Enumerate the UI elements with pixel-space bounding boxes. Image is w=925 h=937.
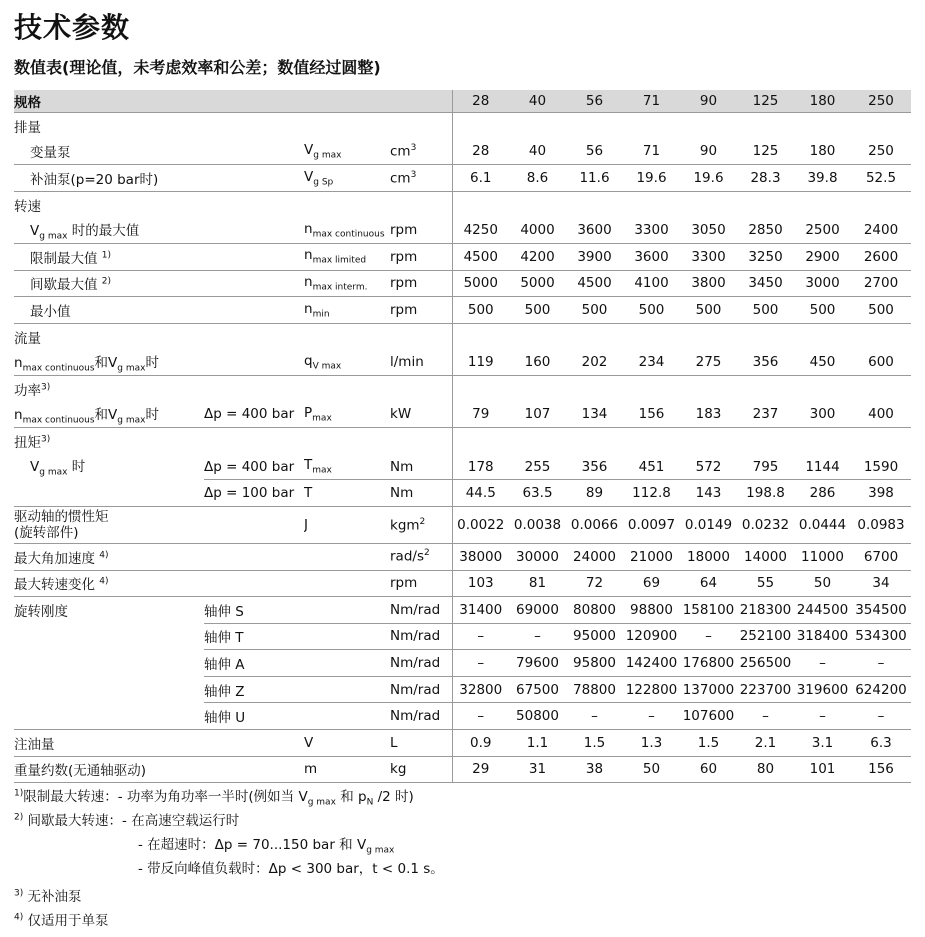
section-blank [452,428,911,454]
row-unit: rpm [390,217,452,243]
footnote: $^{2)}$ 间歇最大转速：- 在高速空载运行时 [14,812,240,829]
row-label: 最大转速变化 $^{4)}$ [14,570,204,597]
footnote: - 带反向峰值负载时：Δp < 300 bar，t < 0.1 s。 [138,861,444,877]
value-cell: 500 [794,297,851,324]
value-cell: 300 [794,402,851,428]
row-unit: kW [390,402,452,428]
value-cell: 38000 [452,543,509,570]
value-cell: 60 [680,756,737,783]
value-cell: 11000 [794,543,851,570]
row-symbol [304,597,390,624]
row-condition: 轴伸 Z [204,676,304,703]
value-cell: 318400 [794,623,851,650]
value-cell: 31400 [452,597,509,624]
value-cell: 275 [680,349,737,375]
value-cell: – [737,703,794,730]
table-row [14,570,911,597]
row-symbol [304,650,390,677]
footnote: $^{1)}$限制最大转速：- 功率为角功率一半时(例如当 $V_{g max}$ 和 $p_N$ /2 时) [14,788,414,808]
value-cell: – [566,703,623,730]
value-cell: 120900 [623,623,680,650]
value-cell: 356 [566,454,623,480]
value-cell: 32800 [452,676,509,703]
value-cell: 1590 [851,454,911,480]
value-cell: 56 [566,139,623,165]
value-cell: 500 [623,297,680,324]
value-cell: 0.0038 [509,506,566,543]
table-header-row [14,90,911,113]
row-label [14,623,204,650]
value-cell: 143 [680,480,737,507]
row-label: 重量约数(无通轴驱动) [14,756,204,783]
table-row [14,402,911,428]
value-cell: 178 [452,454,509,480]
value-cell: 4500 [566,270,623,297]
value-cell: 223700 [737,676,794,703]
value-cell: 2600 [851,243,911,270]
row-condition [204,217,304,243]
value-cell: 3600 [566,217,623,243]
row-symbol [304,676,390,703]
value-cell: 69 [623,570,680,597]
value-cell: 3450 [737,270,794,297]
row-label: 最小值 [14,297,204,324]
header-size-cell: 28 [452,90,509,113]
row-label [14,703,204,730]
row-unit: Nm/rad [390,650,452,677]
value-cell: 107600 [680,703,737,730]
row-condition [204,139,304,165]
value-cell: 5000 [509,270,566,297]
table-row [14,480,911,507]
table-row [14,454,911,480]
row-label: 旋转刚度 [14,604,68,621]
value-cell: 55 [737,570,794,597]
row-unit: $cm^3$ [390,165,452,192]
value-cell: – [623,703,680,730]
value-cell: 39.8 [794,165,851,192]
section-blank [452,375,911,401]
value-cell: 255 [509,454,566,480]
section-row [14,323,911,349]
value-cell: – [851,703,911,730]
value-cell: 3300 [680,243,737,270]
value-cell: 500 [566,297,623,324]
value-cell: 89 [566,480,623,507]
row-label: 补油泵(p=20 bar时) [14,165,204,192]
row-condition [204,270,304,297]
value-cell: 3900 [566,243,623,270]
table-row [14,349,911,375]
value-cell: 319600 [794,676,851,703]
row-unit: kgm$^2$ [390,506,452,543]
row-label: 间歇最大值 $^{2)}$ [14,270,204,297]
value-cell: – [851,650,911,677]
value-cell: 160 [509,349,566,375]
value-cell: 122800 [623,676,680,703]
value-cell: 72 [566,570,623,597]
row-label: $V_{g max}$ 时的最大值 [14,217,204,243]
section-label: 转速 [14,191,452,217]
value-cell: 6700 [851,543,911,570]
section-label: 功率$^{3)}$ [14,375,452,401]
row-symbol [304,703,390,730]
value-cell: 52.5 [851,165,911,192]
value-cell: 29 [452,756,509,783]
value-cell: 202 [566,349,623,375]
row-symbol: $q_{V max}$ [304,349,390,375]
row-symbol: T [304,480,390,507]
value-cell: 103 [452,570,509,597]
row-unit: kg [390,756,452,783]
row-label [14,480,204,507]
value-cell: 14000 [737,543,794,570]
table-row [14,730,911,757]
section-blank [452,191,911,217]
value-cell: 356 [737,349,794,375]
value-cell: 3600 [623,243,680,270]
value-cell: 69000 [509,597,566,624]
row-condition: 轴伸 A [204,650,304,677]
table-row [14,676,911,703]
value-cell: 1.3 [623,730,680,757]
value-cell: 286 [794,480,851,507]
header-size-cell: 125 [737,90,794,113]
value-cell: 0.0149 [680,506,737,543]
value-cell: 572 [680,454,737,480]
row-symbol: $V_{g Sp}$ [304,165,390,192]
row-symbol: $n_{min}$ [304,297,390,324]
value-cell: 81 [509,570,566,597]
value-cell: 1.5 [566,730,623,757]
value-cell: 119 [452,349,509,375]
row-label: 最大角加速度 $^{4)}$ [14,543,204,570]
row-unit: rpm [390,570,452,597]
value-cell: 6.1 [452,165,509,192]
value-cell: 24000 [566,543,623,570]
value-cell: 19.6 [680,165,737,192]
value-cell: 244500 [794,597,851,624]
value-cell: 400 [851,402,911,428]
header-size-cell: 180 [794,90,851,113]
row-condition [204,165,304,192]
value-cell: 3250 [737,243,794,270]
value-cell: 90 [680,139,737,165]
row-unit: Nm [390,454,452,480]
value-cell: 80800 [566,597,623,624]
row-symbol: J [304,506,390,543]
value-cell: 19.6 [623,165,680,192]
footnote: $^{4)}$ 仅适用于单泵 [14,912,109,929]
table-row [14,756,911,783]
row-unit: L [390,730,452,757]
value-cell: 218300 [737,597,794,624]
value-cell: 98800 [623,597,680,624]
value-cell: 3050 [680,217,737,243]
table-row [14,165,911,192]
value-cell: 250 [851,139,911,165]
row-condition [204,243,304,270]
value-cell: 101 [794,756,851,783]
value-cell: – [509,623,566,650]
value-cell: 78800 [566,676,623,703]
value-cell: 451 [623,454,680,480]
value-cell: 500 [680,297,737,324]
value-cell: 500 [851,297,911,324]
row-condition: 轴伸 U [204,703,304,730]
value-cell: 1.5 [680,730,737,757]
value-cell: 4500 [452,243,509,270]
table-row [14,543,911,570]
value-cell: 0.0232 [737,506,794,543]
value-cell: 30000 [509,543,566,570]
row-condition [204,570,304,597]
value-cell: 50 [794,570,851,597]
value-cell: 80 [737,756,794,783]
value-cell: 183 [680,402,737,428]
row-symbol: $P_{max}$ [304,402,390,428]
header-size-cell: 71 [623,90,680,113]
table-row [14,270,911,297]
header-size-cell: 40 [509,90,566,113]
header-size-cell: 56 [566,90,623,113]
row-unit: Nm/rad [390,597,452,624]
value-cell: 95000 [566,623,623,650]
value-cell: – [452,650,509,677]
value-cell: 4100 [623,270,680,297]
row-symbol [304,570,390,597]
table-row [14,597,911,624]
value-cell: 0.0097 [623,506,680,543]
header-size-cell: 90 [680,90,737,113]
section-label: 排量 [14,113,452,139]
value-cell: – [452,623,509,650]
value-cell: 95800 [566,650,623,677]
value-cell: 2400 [851,217,911,243]
value-cell: 795 [737,454,794,480]
row-condition [204,730,304,757]
value-cell: 534300 [851,623,911,650]
row-unit: Nm/rad [390,703,452,730]
table-row [14,650,911,677]
footnote: $^{3)}$ 无补油泵 [14,888,82,905]
value-cell: 256500 [737,650,794,677]
value-cell: 0.0444 [794,506,851,543]
technical-data-table [14,90,911,783]
value-cell: 6.3 [851,730,911,757]
row-label: 变量泵 [14,139,204,165]
value-cell: 1144 [794,454,851,480]
value-cell: 398 [851,480,911,507]
value-cell: 3000 [794,270,851,297]
value-cell: 237 [737,402,794,428]
value-cell: 112.8 [623,480,680,507]
row-label: 注油量 [14,730,204,757]
value-cell: 28.3 [737,165,794,192]
header-size-cell: 250 [851,90,911,113]
value-cell: 18000 [680,543,737,570]
value-cell: 8.6 [509,165,566,192]
row-symbol: $n_{max interm.}$ [304,270,390,297]
value-cell: 3300 [623,217,680,243]
value-cell: – [452,703,509,730]
value-cell: 2700 [851,270,911,297]
row-symbol [304,543,390,570]
value-cell: 21000 [623,543,680,570]
row-symbol [304,623,390,650]
row-symbol: $n_{max limited}$ [304,243,390,270]
value-cell: 34 [851,570,911,597]
row-symbol: m [304,756,390,783]
row-unit: $cm^3$ [390,139,452,165]
row-unit: rad/$s^2$ [390,543,452,570]
value-cell: 234 [623,349,680,375]
table-row [14,506,911,543]
table-row [14,217,911,243]
row-unit: rpm [390,270,452,297]
page-subtitle: 数值表(理论值，未考虑效率和公差；数值经过圆整) [14,58,381,77]
table-row [14,297,911,324]
section-row [14,113,911,139]
value-cell: 156 [851,756,911,783]
value-cell: 2500 [794,217,851,243]
value-cell: 107 [509,402,566,428]
value-cell: 11.6 [566,165,623,192]
value-cell: 67500 [509,676,566,703]
value-cell: 0.0022 [452,506,509,543]
row-condition [204,756,304,783]
table-row [14,623,911,650]
value-cell: 198.8 [737,480,794,507]
value-cell: 4000 [509,217,566,243]
table-row [14,243,911,270]
row-label [14,676,204,703]
row-label: $n_{max continuous}$和$V_{g max}$时 [14,349,204,375]
value-cell: 142400 [623,650,680,677]
page-title: 技术参数 [14,11,131,44]
row-condition [204,543,304,570]
value-cell: 2850 [737,217,794,243]
value-cell: 156 [623,402,680,428]
row-label: 限制最大值 $^{1)}$ [14,243,204,270]
section-label: 流量 [14,323,452,349]
row-condition: Δp = 400 bar [204,454,304,480]
value-cell: 137000 [680,676,737,703]
value-cell: 4250 [452,217,509,243]
value-cell: 354500 [851,597,911,624]
value-cell: 64 [680,570,737,597]
value-cell: 5000 [452,270,509,297]
row-condition [204,297,304,324]
row-symbol: V [304,730,390,757]
value-cell: 2900 [794,243,851,270]
value-cell: 0.9 [452,730,509,757]
value-cell: 4200 [509,243,566,270]
value-cell: 50800 [509,703,566,730]
value-cell: – [680,623,737,650]
value-cell: – [794,650,851,677]
section-row [14,428,911,454]
section-row [14,191,911,217]
row-condition [204,349,304,375]
row-label: $V_{g max}$ 时 [30,459,86,479]
value-cell: 180 [794,139,851,165]
value-cell: 38 [566,756,623,783]
value-cell: 176800 [680,650,737,677]
row-unit: rpm [390,243,452,270]
section-blank [452,113,911,139]
value-cell: 0.0983 [851,506,911,543]
value-cell: 40 [509,139,566,165]
value-cell: 79 [452,402,509,428]
value-cell: 600 [851,349,911,375]
row-condition: 轴伸 T [204,623,304,650]
row-condition [204,506,304,543]
footnote: - 在超速时：Δp = 70...150 bar 和 $V_{g max}$ [138,837,395,856]
value-cell: 3.1 [794,730,851,757]
row-symbol: $T_{max}$ [304,454,390,480]
value-cell: 3800 [680,270,737,297]
value-cell: 79600 [509,650,566,677]
value-cell: – [794,703,851,730]
row-unit: Nm/rad [390,676,452,703]
section-row [14,375,911,401]
row-symbol: $n_{max continuous}$ [304,217,390,243]
row-unit: rpm [390,297,452,324]
row-condition: 轴伸 S [204,597,304,624]
row-unit: Nm [390,480,452,507]
value-cell: 2.1 [737,730,794,757]
value-cell: 44.5 [452,480,509,507]
row-label: 驱动轴的惯性矩 (旋转部件) [14,506,204,543]
row-symbol: $V_{g max}$ [304,139,390,165]
value-cell: 134 [566,402,623,428]
value-cell: 450 [794,349,851,375]
table-row [14,703,911,730]
section-label: 扭矩$^{3)}$ [14,428,452,454]
row-unit: l/min [390,349,452,375]
value-cell: 50 [623,756,680,783]
value-cell: 500 [509,297,566,324]
value-cell: 28 [452,139,509,165]
value-cell: 500 [452,297,509,324]
value-cell: 500 [737,297,794,324]
value-cell: 125 [737,139,794,165]
section-blank [452,323,911,349]
value-cell: 0.0066 [566,506,623,543]
row-condition: Δp = 100 bar [204,480,304,507]
value-cell: 1.1 [509,730,566,757]
value-cell: 31 [509,756,566,783]
value-cell: 252100 [737,623,794,650]
value-cell: 624200 [851,676,911,703]
value-cell: 63.5 [509,480,566,507]
header-label: 规格 [14,90,452,113]
table-row [14,139,911,165]
row-condition: Δp = 400 bar [204,402,304,428]
row-label [14,650,204,677]
value-cell: 158100 [680,597,737,624]
value-cell: 71 [623,139,680,165]
row-label: $n_{max continuous}$和$V_{g max}$时 [14,402,204,428]
row-unit: Nm/rad [390,623,452,650]
